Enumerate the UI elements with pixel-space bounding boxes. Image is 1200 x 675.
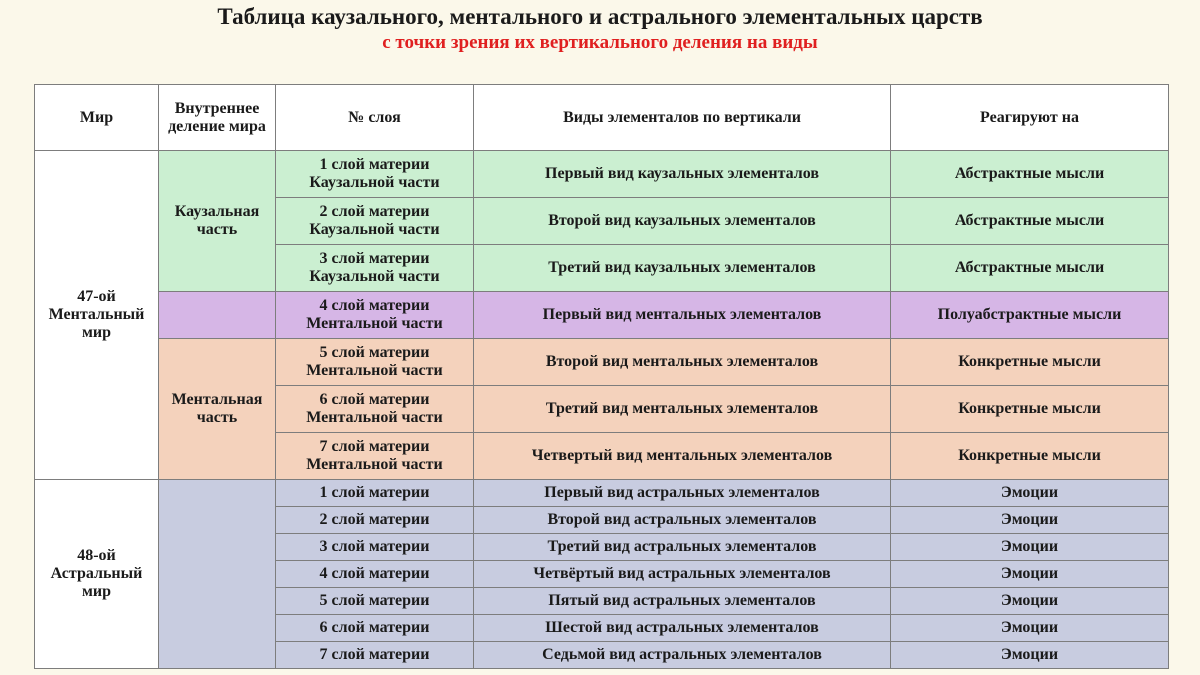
kind-cell: Первый вид каузальных элементалов [474, 151, 891, 198]
reacts-cell: Абстрактные мысли [891, 151, 1169, 198]
reacts-cell: Полуабстрактные мысли [891, 292, 1169, 339]
division-cell-empty [159, 292, 276, 339]
layer-cell: 5 слой материи Ментальной части [276, 339, 474, 386]
kind-cell: Второй вид астральных элементалов [474, 507, 891, 534]
layer-cell: 4 слой материи Ментальной части [276, 292, 474, 339]
reacts-cell: Конкретные мысли [891, 433, 1169, 480]
kind-cell: Третий вид ментальных элементалов [474, 386, 891, 433]
column-header: Мир [35, 85, 159, 151]
reacts-cell: Эмоции [891, 588, 1169, 615]
reacts-cell: Эмоции [891, 534, 1169, 561]
kind-cell: Третий вид каузальных элементалов [474, 245, 891, 292]
layer-cell: 1 слой материи [276, 480, 474, 507]
reacts-cell: Эмоции [891, 480, 1169, 507]
reacts-cell: Эмоции [891, 561, 1169, 588]
layer-cell: 4 слой материи [276, 561, 474, 588]
page-subtitle: с точки зрения их вертикального деления на виды [382, 32, 818, 53]
table-header-row [35, 85, 1169, 151]
layer-cell: 7 слой материи [276, 642, 474, 669]
world-cell-mental: 47-ой Ментальный мир [35, 151, 159, 480]
kind-cell: Второй вид каузальных элементалов [474, 198, 891, 245]
kind-cell: Первый вид ментальных элементалов [474, 292, 891, 339]
layer-cell: 7 слой материи Ментальной части [276, 433, 474, 480]
layer-cell: 3 слой материи [276, 534, 474, 561]
reacts-cell: Эмоции [891, 642, 1169, 669]
column-header: Внутреннее деление мира [159, 85, 276, 151]
layer-cell: 5 слой материи [276, 588, 474, 615]
layer-cell: 2 слой материи [276, 507, 474, 534]
reacts-cell: Конкретные мысли [891, 386, 1169, 433]
division-cell-astral [159, 480, 276, 669]
world-cell-astral: 48-ой Астральный мир [35, 480, 159, 669]
layer-cell: 6 слой материи Ментальной части [276, 386, 474, 433]
kind-cell: Пятый вид астральных элементалов [474, 588, 891, 615]
kind-cell: Первый вид астральных элементалов [474, 480, 891, 507]
table-row [35, 339, 1169, 386]
division-cell-causal: Каузальная часть [159, 151, 276, 292]
layer-cell: 1 слой материи Каузальной части [276, 151, 474, 198]
kind-cell: Шестой вид астральных элементалов [474, 615, 891, 642]
division-cell-mental: Ментальная часть [159, 339, 276, 480]
kind-cell: Третий вид астральных элементалов [474, 534, 891, 561]
kind-cell: Четвертый вид ментальных элементалов [474, 433, 891, 480]
kind-cell: Седьмой вид астральных элементалов [474, 642, 891, 669]
reacts-cell: Конкретные мысли [891, 339, 1169, 386]
kind-cell: Второй вид ментальных элементалов [474, 339, 891, 386]
kind-cell: Четвёртый вид астральных элементалов [474, 561, 891, 588]
column-header: Виды элементалов по вертикали [474, 85, 891, 151]
column-header: Реагируют на [891, 85, 1169, 151]
layer-cell: 2 слой материи Каузальной части [276, 198, 474, 245]
reacts-cell: Абстрактные мысли [891, 245, 1169, 292]
column-header: № слоя [276, 85, 474, 151]
page-title: Таблица каузального, ментального и астрального элементальных царств [217, 4, 983, 29]
reacts-cell: Эмоции [891, 507, 1169, 534]
layer-cell: 3 слой материи Каузальной части [276, 245, 474, 292]
reacts-cell: Абстрактные мысли [891, 198, 1169, 245]
table-row [35, 480, 1169, 507]
elemental-table [34, 84, 1169, 669]
table-row [35, 292, 1169, 339]
table-row [35, 151, 1169, 198]
reacts-cell: Эмоции [891, 615, 1169, 642]
layer-cell: 6 слой материи [276, 615, 474, 642]
